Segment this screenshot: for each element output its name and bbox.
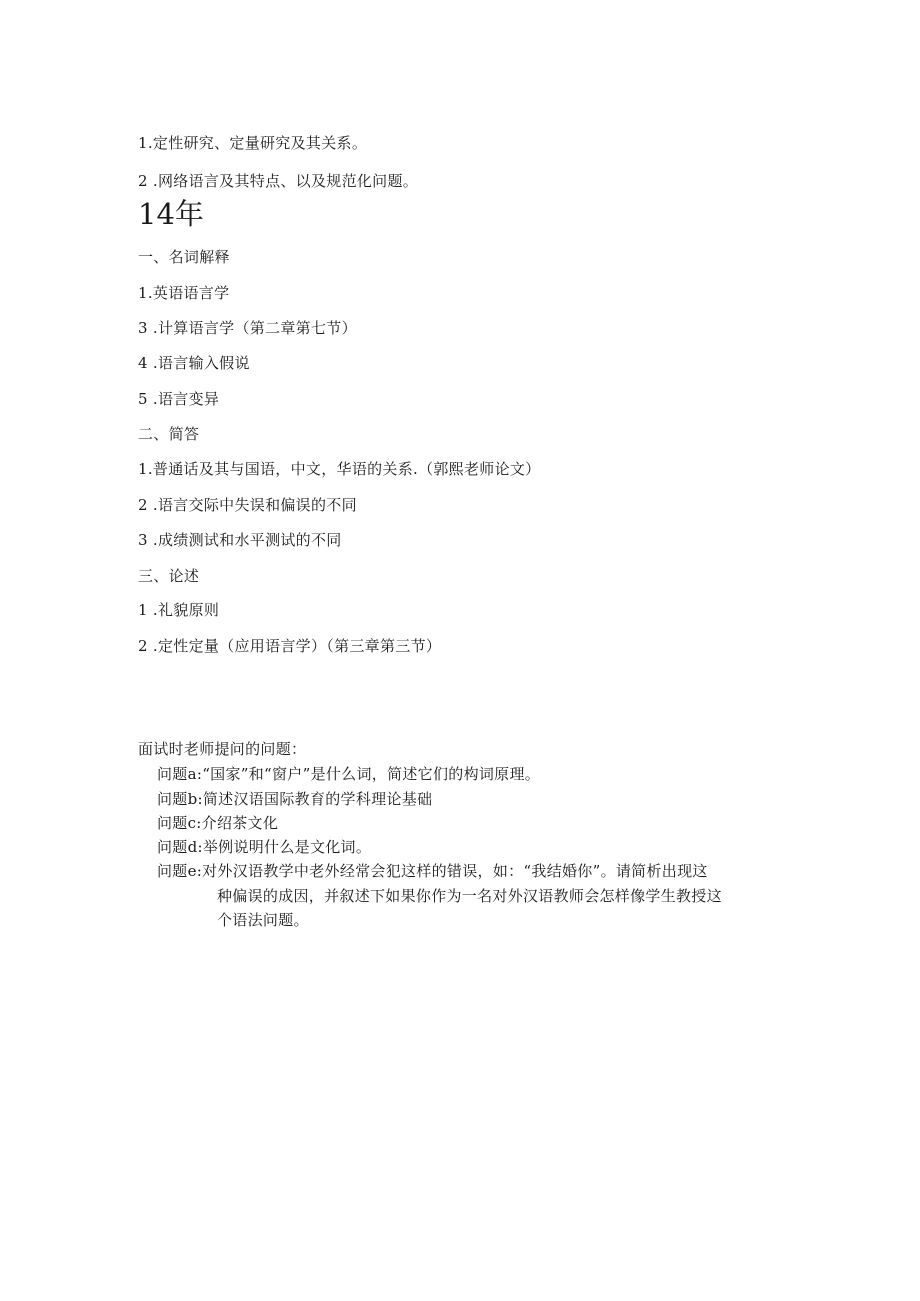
interview-question-a: 问题a:“国家”和“窗户”是什么词，简述它们的构词原理。	[157, 765, 541, 783]
interview-heading: 面试时老师提问的问题：	[138, 740, 307, 758]
terms-item: 5 .语言变异	[138, 390, 220, 408]
section-heading-essay: 三、论述	[138, 567, 200, 585]
section-heading-short-answer: 二、简答	[138, 425, 200, 443]
terms-item: 1.英语语言学	[138, 284, 230, 302]
section-heading-terms: 一、名词解释	[138, 248, 230, 266]
interview-question-e-continuation: 个语法问题。	[217, 911, 309, 929]
terms-item: 4 .语言输入假说	[138, 354, 250, 372]
interview-question-e-continuation: 种偏误的成因，并叙述下如果你作为一名对外汉语教师会怎样像学生教授这	[217, 887, 722, 905]
short-answer-item: 1.普通话及其与国语，中文，华语的关系.（郭熙老师论文）	[138, 460, 541, 478]
short-answer-item: 2 .语言交际中失误和偏误的不同	[138, 496, 357, 514]
essay-item: 1 .礼貌原则	[138, 601, 220, 619]
short-answer-item: 3 .成绩测试和水平测试的不同	[138, 531, 342, 549]
essay-item: 2 .定性定量（应用语言学）（第三章第三节）	[138, 637, 442, 655]
terms-item: 3 .计算语言学（第二章第七节）	[138, 319, 357, 337]
essay-item-1: 1.定性研究、定量研究及其关系。	[138, 134, 368, 152]
interview-question-b: 问题b:简述汉语国际教育的学科理论基础	[157, 790, 433, 808]
year-heading: 14年	[138, 197, 204, 231]
interview-question-e: 问题e:对外汉语教学中老外经常会犯这样的错误，如：“我结婚你”。请简析出现这	[157, 862, 708, 880]
interview-question-c: 问题c:介绍茶文化	[157, 814, 279, 832]
essay-item-2: 2 .网络语言及其特点、以及规范化问题。	[138, 172, 419, 190]
interview-question-d: 问题d:举例说明什么是文化词。	[157, 838, 372, 856]
